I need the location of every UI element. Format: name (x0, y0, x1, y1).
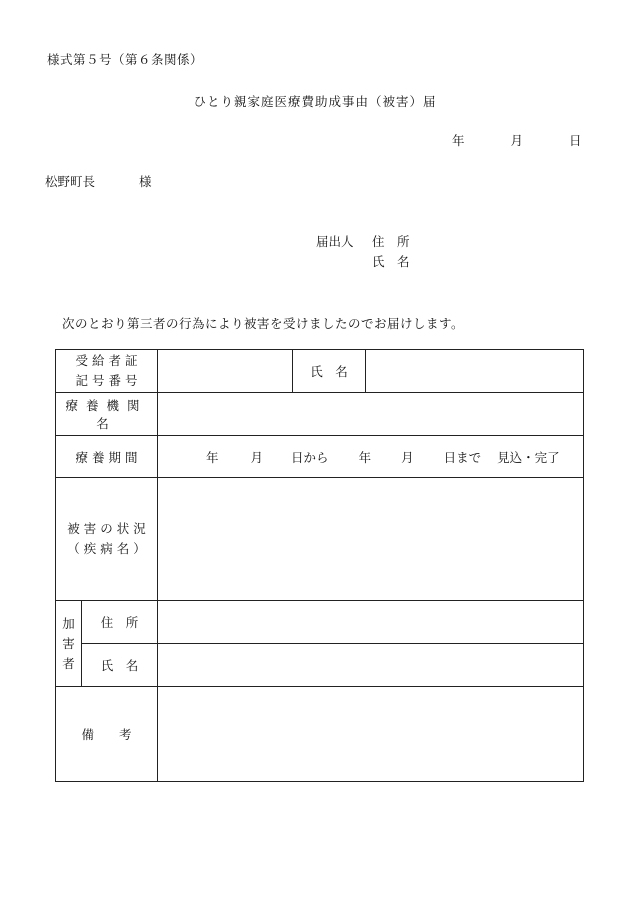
date-year: 年 (452, 133, 465, 148)
period-month-from: 月 (250, 449, 264, 465)
date-month: 月 (510, 133, 524, 148)
assailant-name-field[interactable] (158, 644, 584, 687)
period-day-from: 日から (291, 449, 329, 465)
period-status: 見込・完了 (497, 449, 560, 465)
period-day-to: 日まで (443, 449, 482, 465)
intro-text: 次のとおり第三者の行為により被害を受けましたのでお届けします。 (62, 316, 465, 331)
addressee-name: 松野町長 (45, 174, 96, 189)
period-year-from: 年 (206, 449, 219, 465)
applicant-block (316, 232, 410, 272)
assailant-address-field[interactable] (158, 601, 584, 644)
medical-institution-field[interactable] (158, 393, 584, 436)
damage-status-field[interactable] (158, 478, 584, 601)
period-year-to: 年 (358, 449, 372, 465)
remarks-field[interactable] (158, 687, 584, 782)
treatment-period-label: 療 養 期 間 (56, 436, 158, 478)
date-day: 日 (569, 133, 582, 148)
form-number: 様式第５号（第６条関係） (47, 52, 204, 67)
name-field[interactable] (366, 350, 584, 393)
medical-institution-label: 療養機関名 (56, 393, 158, 436)
period-month-to: 月 (401, 449, 414, 465)
recipient-cert-label: 受 給 者 証 記 号 番 号 (56, 350, 158, 393)
applicant-address-label: 住 所 (372, 234, 410, 249)
name-label: 氏 名 (293, 350, 366, 393)
addressee (45, 172, 152, 190)
addressee-honorific: 様 (139, 174, 152, 189)
remarks-label: 備 考 (56, 687, 158, 782)
assailant-address-label: 住 所 (82, 601, 158, 644)
report-table (55, 349, 584, 782)
damage-status-label: 被 害 の 状 況 （ 疾 病 名 ） (56, 478, 158, 601)
applicant-label: 届出人 (316, 234, 354, 249)
treatment-period-field[interactable] (158, 436, 584, 478)
recipient-cert-field[interactable] (158, 350, 293, 393)
assailant-name-label: 氏 名 (82, 644, 158, 687)
date-line (452, 131, 582, 149)
document-title: ひとり親家庭医療費助成事由（被害）届 (193, 94, 437, 109)
applicant-name-label: 氏 名 (372, 254, 410, 269)
assailant-label: 加 害 者 (56, 601, 82, 687)
